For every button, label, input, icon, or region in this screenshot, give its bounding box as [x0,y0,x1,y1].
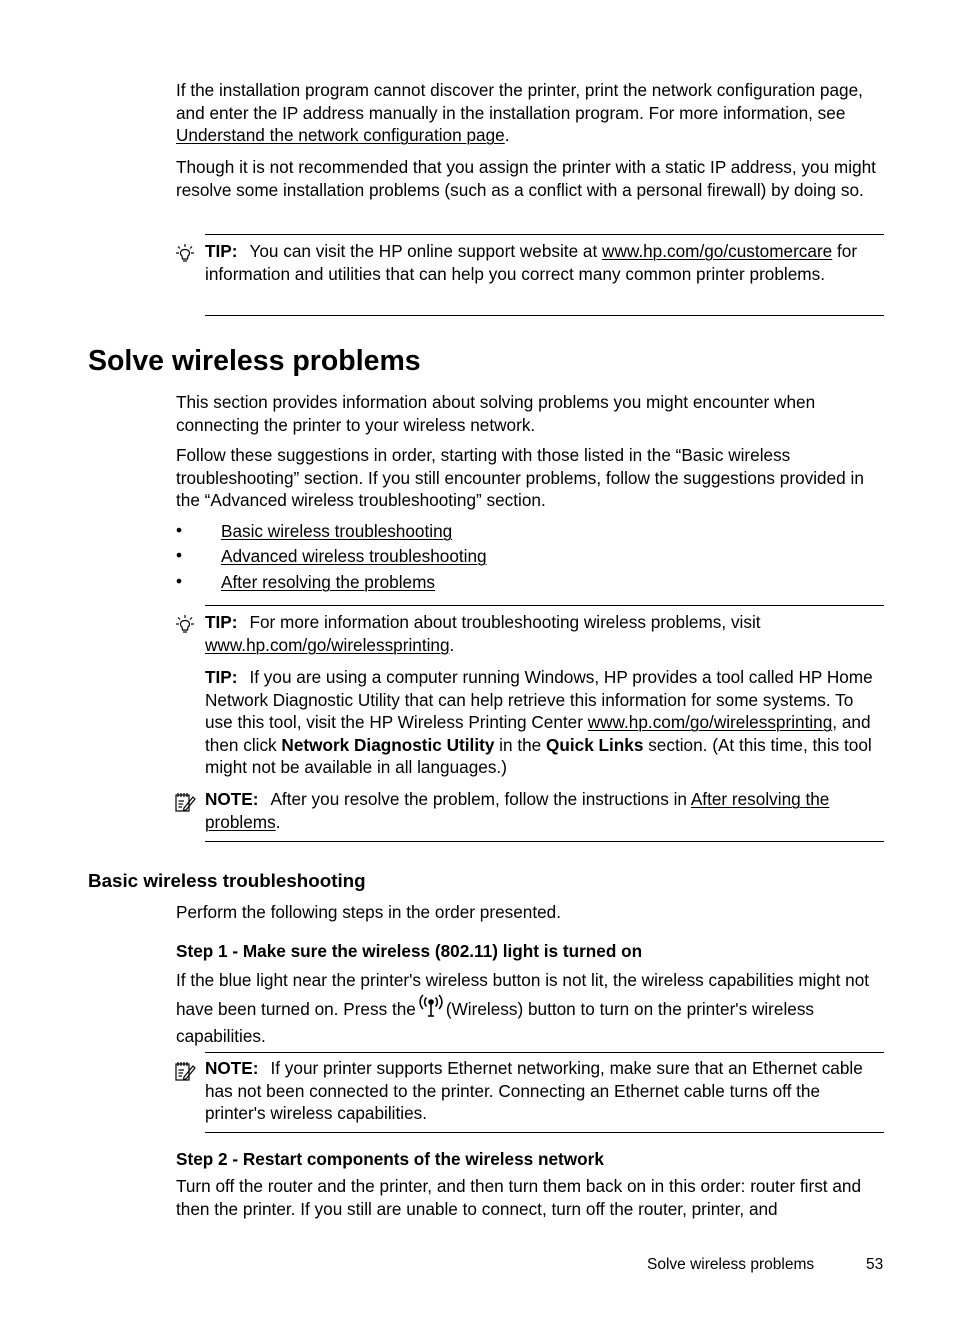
footer-section-name: Solve wireless problems [647,1256,815,1273]
after-resolving-problems-link[interactable]: After resolving the problems [205,789,830,832]
tip3-body-2: , and then click [205,712,871,755]
tip2-body: For more information about troubleshooting wireless problems, visit [249,612,761,632]
tip2-text [205,611,885,656]
after-resolving-link[interactable]: After resolving the problems [221,572,435,592]
tip2-top-rule [205,605,884,606]
note2-text [205,1057,885,1125]
network-diagnostic-utility-label: Network Diagnostic Utility [281,734,495,755]
tip3-body-3: in the [494,734,546,755]
note2-top-rule [205,1052,884,1053]
intro-paragraph-2: Though it is not recommended that you assign the printer with a static IP address, you might resolve some installation problems (such as a conflict with a personal firewall) by doing so. [176,157,876,200]
bullet-marker: • [176,571,183,591]
basic-intro: Perform the following steps in the order presented. [176,902,562,922]
network-config-page-link[interactable]: Understand the network configuration page [176,125,505,146]
tip3-label: TIP: [205,667,238,687]
bullet-marker: • [176,545,183,565]
note1-body: After you resolve the problem, follow the instructions in [270,789,691,809]
wirelessprinting-link[interactable]: www.hp.com/go/wirelessprinting [205,634,450,655]
customercare-link[interactable]: www.hp.com/go/customercare [602,241,833,261]
note2-bottom-rule [205,1132,884,1133]
basic-troubleshooting-heading: Basic wireless troubleshooting [88,870,366,891]
note1-label: NOTE: [205,789,259,809]
tip2-end: . [449,634,455,655]
step1-body: If the blue light near the printer's wireless button is not lit, the wireless capabilities might not have been turned on. Press the [176,970,870,1019]
lightbulb-icon [174,243,196,265]
step1-paragraph [176,967,876,1050]
page-number: 53 [866,1256,884,1273]
section-paragraph-2: Follow these suggestions in order, starting with those listed in the “Basic wireless troubleshooting” section. If you still encounter problems, follow the suggestions provided in the “Advanced wireless troubleshooting” section. [176,445,864,511]
tip1-body-end: for information and utilities that can help you correct many common printer problems. [205,241,858,284]
note2-label: NOTE: [205,1058,259,1078]
advanced-troubleshooting-link[interactable]: Advanced wireless troubleshooting [221,546,487,566]
tip3-text [205,666,885,779]
wirelessprinting-center-link[interactable]: www.hp.com/go/wirelessprinting [587,712,833,733]
intro-p1-text: If the installation program cannot discover the printer, print the network configuration page, and enter the IP address manually in the installation program. For more information, see [176,80,863,123]
wireless-antenna-icon [418,994,444,1018]
tip1-bottom-rule [205,315,884,316]
note1-end: . [275,811,281,832]
lightbulb-icon [174,614,196,636]
step1-heading: Step 1 - Make sure the wireless (802.11) light is turned on [176,941,643,961]
note1-text [205,788,885,833]
tip1-text [205,240,890,285]
note1-bottom-rule [205,841,884,842]
notepad-pencil-icon [174,1060,196,1082]
notepad-pencil-icon [174,791,196,813]
tip1-top-rule [205,234,884,235]
intro-p1-end: . [504,125,510,146]
step2-heading: Step 2 - Restart components of the wireless network [176,1149,604,1169]
quick-links-label: Quick Links [546,734,644,755]
tip2-label: TIP: [205,612,238,632]
tip3-body: If you are using a computer running Windows, HP provides a tool called HP Home Network Diagnostic Utility that can help retrieve this information for some systems. To use this tool, visit the HP Wireless Printing Center [205,667,873,733]
tip3-body-4: section. (At this time, this tool might not be available in all languages.) [205,734,872,778]
step1-body-2: (Wireless) button to turn on the printer's wireless capabilities. [176,999,815,1046]
step2-paragraph: Turn off the router and the printer, and then turn them back on in this order: router first and then the printer. If you still are unable to connect, turn off the router, printer, and [176,1176,862,1219]
bullet-marker: • [176,520,183,540]
note2-body: If your printer supports Ethernet networking, make sure that an Ethernet cable has not been connected to the printer. Connecting an Ethernet cable turns off the printer's wireless capabilities. [205,1058,863,1124]
page-title: Solve wireless problems [88,345,421,377]
tip1-body: You can visit the HP online support website at [249,241,603,261]
intro-paragraph-1 [176,79,876,147]
basic-troubleshooting-link[interactable]: Basic wireless troubleshooting [221,521,453,541]
tip1-label: TIP: [205,241,238,261]
section-paragraph-1: This section provides information about solving problems you might encounter when connecting the printer to your wireless network. [176,392,816,435]
